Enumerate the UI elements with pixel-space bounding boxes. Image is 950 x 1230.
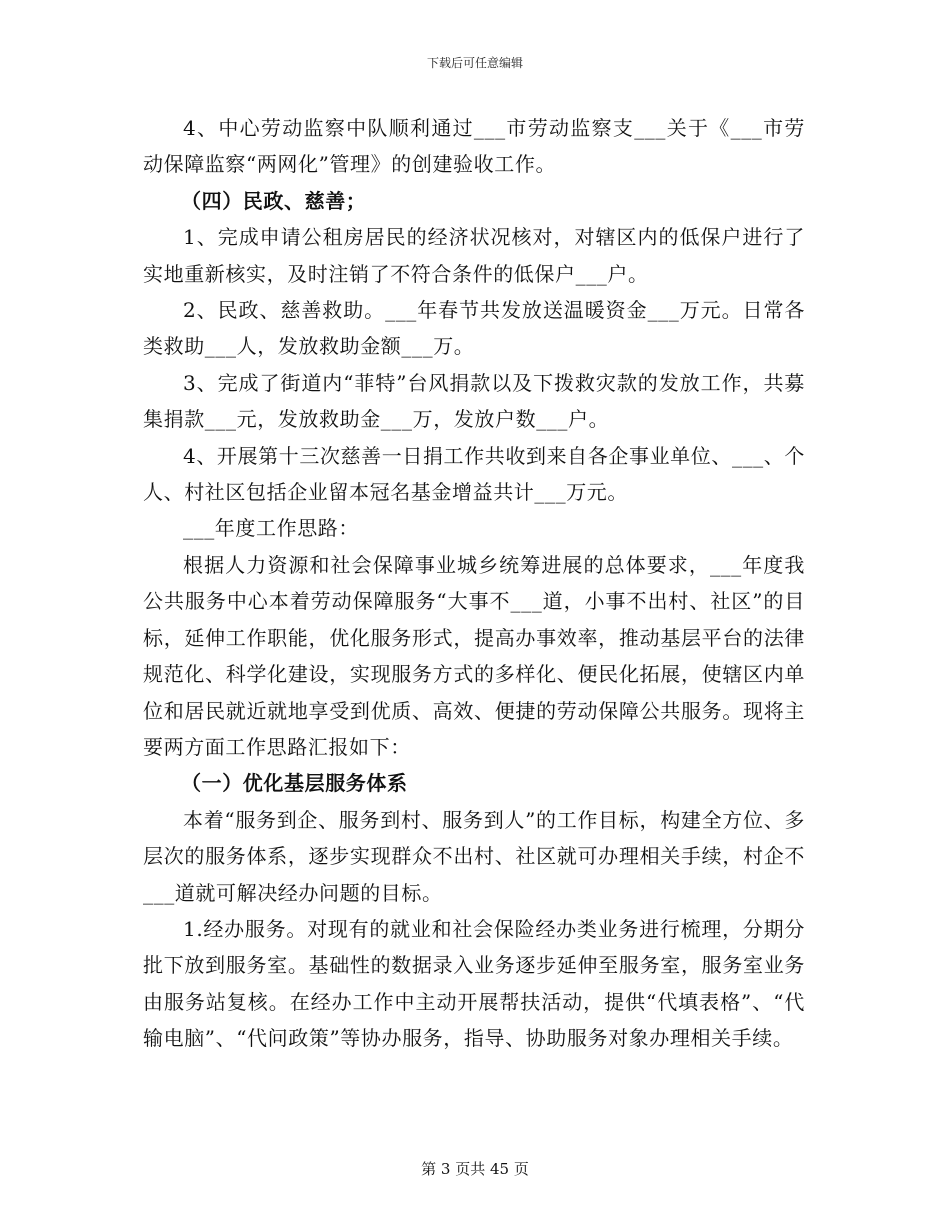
paragraph-public-housing: 1、完成申请公租房居民的经济状况核对，对辖区内的低保户进行了实地重新核实，及时注销了不符合条件的低保户___户。 [143, 225, 805, 286]
paragraph-annual-plan: 根据人力资源和社会保障事业城乡统筹进展的总体要求，___年度我公共服务中心本着劳动保障服务“大事不___道，小事不出村、社区”的目标，延伸工作职能，优化服务形式，提高办事效率，推动基层平台的法律规范化、科学化建设，实现服务方式的多样化、便民化拓展，使辖区内单位和居民就近就地享受到优质、高效、便捷的劳动保障公共服务。现将主要两方面工作思路汇报如下： [143, 552, 805, 759]
section-heading-civil-affairs: （四）民政、慈善； [181, 188, 367, 213]
paragraph-handling-service: 1.经办服务。对现有的就业和社会保险经办类业务进行梳理，分期分批下放到服务室。基础性的数据录入业务逐步延伸至服务室，服务室业务由服务站复核。在经办工作中主动开展帮扶活动，提供“代填表格”、“代输电脑”、“代问政策”等协办服务，指导、协助服务对象办理相关手续。 [143, 916, 805, 1051]
paragraph-charity-day: 4、开展第十三次慈善一日捐工作共收到来自各企事业单位、___、个人、村社区包括企业留本冠名基金增益共计___万元。 [143, 443, 805, 505]
section-heading-service-system: （一）优化基层服务体系 [181, 771, 408, 796]
paragraph-annual-plan-title: ___年度工作思路： [183, 516, 359, 541]
page-footer: 第 3 页共 45 页 [421, 1160, 529, 1178]
page-header: 下载后可任意编辑 [426, 56, 523, 70]
paragraph-relief: 2、民政、慈善救助。___年春节共发放送温暖资金___万元。日常各类救助___人，发放救助金额___万。 [143, 298, 805, 359]
paragraph-service-goal: 本着“服务到企、服务到村、服务到人”的工作目标，构建全方位、多层次的服务体系，逐步实现群众不出村、社区就可办理相关手续，村企不___道就可解决经办问题的目标。 [143, 807, 805, 905]
paragraph-typhoon-donation: 3、完成了街道内“菲特”台风捐款以及下拨救灾款的发放工作，共募集捐款___元，发放救助金___万，发放户数___户。 [143, 370, 805, 432]
document-body [143, 110, 805, 1057]
paragraph-labor-inspection: 4、中心劳动监察中队顺利通过___市劳动监察支___关于《___市劳动保障监察“两网化”管理》的创建验收工作。 [143, 116, 805, 177]
